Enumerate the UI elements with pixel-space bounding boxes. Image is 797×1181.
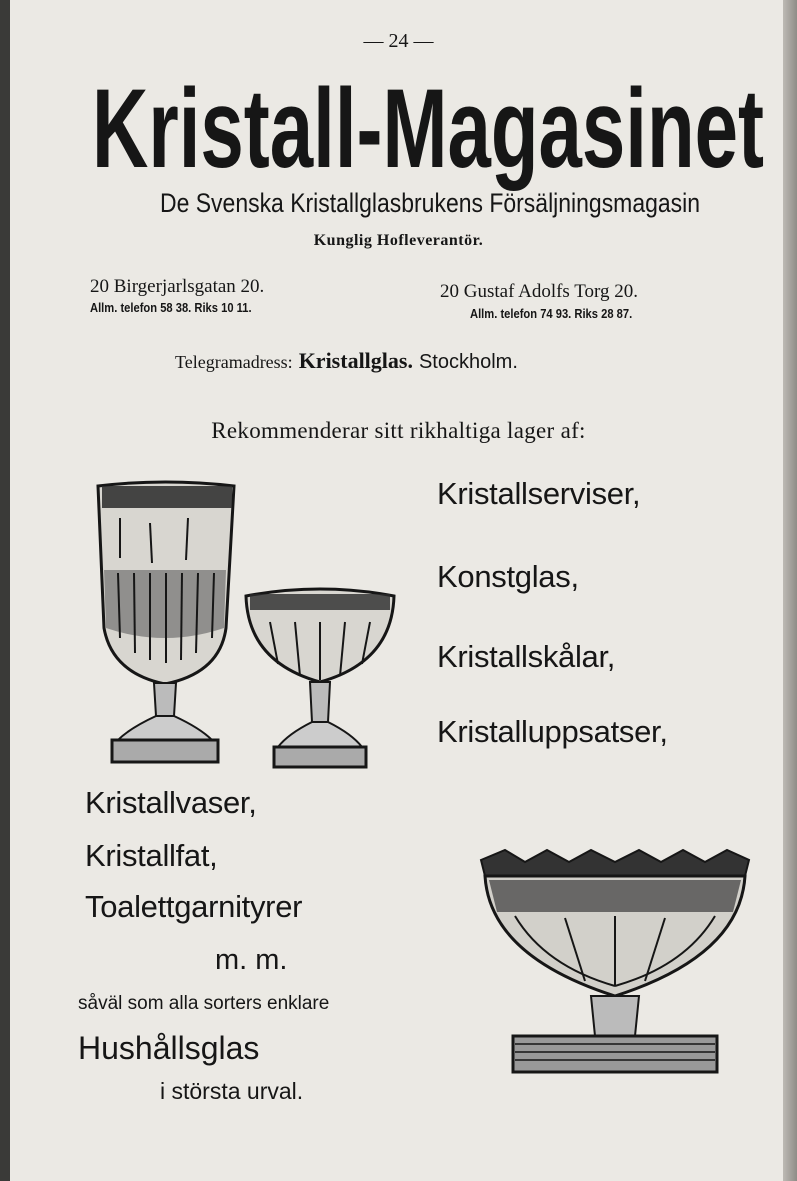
etcetera: m. m. bbox=[215, 944, 288, 976]
household-glass: Hushållsglas bbox=[78, 1030, 260, 1066]
also-line: såväl som alla sorters enklare bbox=[78, 993, 330, 1014]
telegram-city: Stockholm. bbox=[418, 351, 518, 373]
recommend-line: Rekommenderar sitt rikhaltiga lager af: bbox=[211, 418, 586, 443]
product-kristallfat: Kristallfat, bbox=[85, 838, 218, 873]
footed-bowl-illustration bbox=[475, 846, 755, 1086]
goblet-bowl-illustration bbox=[240, 582, 400, 772]
phone-gustaf-adolfs-torg: Allm. telefon 74 93. Riks 28 87. bbox=[470, 306, 633, 321]
product-kristallvaser: Kristallvaser, bbox=[85, 785, 257, 820]
subtitle bbox=[155, 182, 705, 222]
product-toalettgarnityrer: Toalettgarnityrer bbox=[85, 889, 303, 924]
royal-appointment: Kunglig Hofleverantör. bbox=[313, 232, 484, 249]
selection-line: i största urval. bbox=[160, 1078, 304, 1104]
scan-edge-left bbox=[0, 0, 10, 1181]
address-birgerjarlsgatan: 20 Birgerjarlsgatan 20. bbox=[90, 276, 265, 297]
telegram-label: Telegramadress: bbox=[175, 352, 293, 372]
product-kristallskalar: Kristallskålar, bbox=[437, 639, 616, 674]
page-number: — 24 — bbox=[363, 30, 434, 52]
title-heading bbox=[88, 62, 768, 192]
phone-birgerjarlsgatan: Allm. telefon 58 38. Riks 10 11. bbox=[90, 300, 252, 315]
goblet-tall-illustration bbox=[90, 478, 240, 768]
scan-edge-right bbox=[783, 0, 797, 1181]
product-kristallserviser: Kristallserviser, bbox=[437, 476, 641, 511]
telegram-word: Kristallglas. bbox=[298, 348, 413, 373]
product-kristalluppsatser: Kristalluppsatser, bbox=[437, 714, 668, 749]
telegram-address bbox=[175, 348, 518, 374]
address-gustaf-adolfs-torg: 20 Gustaf Adolfs Torg 20. bbox=[440, 281, 638, 302]
subtitle-text: De Svenska Kristallglasbrukens Försäljningsmagasin bbox=[160, 188, 700, 218]
product-konstglas: Konstglas, bbox=[437, 559, 579, 594]
title-text: Kristall-Magasinet bbox=[92, 66, 764, 191]
